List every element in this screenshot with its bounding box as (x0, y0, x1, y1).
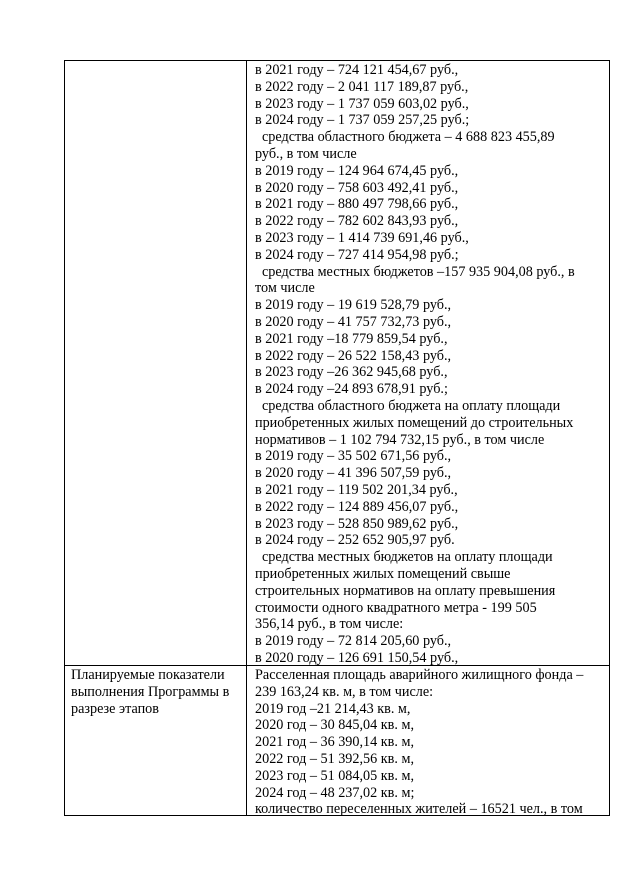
indicator-line: 2020 год – 30 845,04 кв. м, (255, 717, 414, 734)
funding-line: в 2021 году – 880 497 798,66 руб., (255, 196, 459, 213)
indicator-line: 2022 год – 51 392,56 кв. м, (255, 750, 414, 767)
funding-line: нормативов – 1 102 794 732,15 руб., в том числе (255, 431, 545, 448)
funding-line: средства областного бюджета на оплату площади (262, 397, 561, 414)
indicator-line: 2021 год – 36 390,14 кв. м, (255, 734, 414, 751)
funding-line: в 2019 году – 19 619 528,79 руб., (255, 297, 452, 314)
funding-line: в 2024 году –24 893 678,91 руб.; (255, 381, 448, 398)
indicators-label-line: выполнения Программы в (71, 683, 230, 700)
funding-line: в 2020 году – 41 396 507,59 руб., (255, 465, 452, 482)
funding-line: руб., в том числе (255, 145, 357, 162)
funding-line: приобретенных жилых помещений свыше (255, 565, 511, 582)
indicators-value-cell (255, 667, 607, 818)
funding-line: в 2019 году – 72 814 205,60 руб., (255, 633, 452, 650)
indicator-line: количество переселенных жителей – 16521 чел., в том (255, 801, 583, 818)
indicators-label-line: Планируемые показатели (71, 667, 225, 683)
funding-line: в 2023 году – 528 850 989,62 руб., (255, 515, 459, 532)
indicator-line: 239 163,24 кв. м, в том числе: (255, 683, 434, 700)
funding-line: приобретенных жилых помещений до строительных (255, 414, 574, 431)
column-divider (246, 61, 247, 815)
funding-line: в 2022 году – 124 889 456,07 руб., (255, 498, 459, 515)
indicator-line: 2024 год – 48 237,02 кв. м; (255, 784, 415, 801)
funding-line: в 2020 году – 758 603 492,41 руб., (255, 179, 459, 196)
funding-cell (255, 62, 607, 667)
indicator-line: 2023 год – 51 084,05 кв. м, (255, 767, 414, 784)
funding-line: средства областного бюджета – 4 688 823 455,89 (262, 129, 555, 146)
indicator-line: Расселенная площадь аварийного жилищного фонда – (255, 667, 584, 683)
indicators-label-line: разрезе этапов (71, 700, 159, 717)
funding-line: 356,14 руб., в том числе: (255, 616, 404, 633)
funding-line: в 2021 году –18 779 859,54 руб., (255, 330, 448, 347)
funding-line: в 2021 году – 119 502 201,34 руб., (255, 481, 458, 498)
indicator-line: 2019 год –21 214,43 кв. м, (255, 700, 411, 717)
funding-line: в 2023 году – 1 737 059 603,02 руб., (255, 95, 469, 112)
funding-line: в 2023 году – 1 414 739 691,46 руб., (255, 229, 469, 246)
funding-line: в 2024 году – 727 414 954,98 руб.; (255, 246, 459, 263)
funding-line: в 2021 году – 724 121 454,67 руб., (255, 62, 459, 78)
program-table (64, 60, 610, 816)
funding-line: в 2019 году – 35 502 671,56 руб., (255, 448, 452, 465)
indicators-label-cell (71, 667, 243, 717)
funding-line: в 2022 году – 2 041 117 189,87 руб., (255, 78, 469, 95)
funding-line: в 2022 году – 782 602 843,93 руб., (255, 213, 459, 230)
funding-line: в 2020 году – 41 757 732,73 руб., (255, 313, 452, 330)
funding-line: в 2020 году – 126 691 150,54 руб., (255, 649, 459, 666)
funding-line: в 2019 году – 124 964 674,45 руб., (255, 162, 459, 179)
funding-line: в 2022 году – 26 522 158,43 руб., (255, 347, 452, 364)
funding-line: стоимости одного квадратного метра - 199 505 (255, 599, 537, 616)
funding-line: в 2023 году –26 362 945,68 руб., (255, 364, 448, 381)
funding-line: средства местных бюджетов на оплату площади (262, 549, 553, 566)
funding-line: в 2024 году – 1 737 059 257,25 руб.; (255, 112, 470, 129)
funding-line: средства местных бюджетов –157 935 904,08 руб., в (262, 263, 575, 280)
funding-line: строительных нормативов на оплату превышения (255, 582, 556, 599)
funding-line: том числе (255, 280, 315, 297)
funding-line: в 2024 году – 252 652 905,97 руб. (255, 532, 455, 549)
